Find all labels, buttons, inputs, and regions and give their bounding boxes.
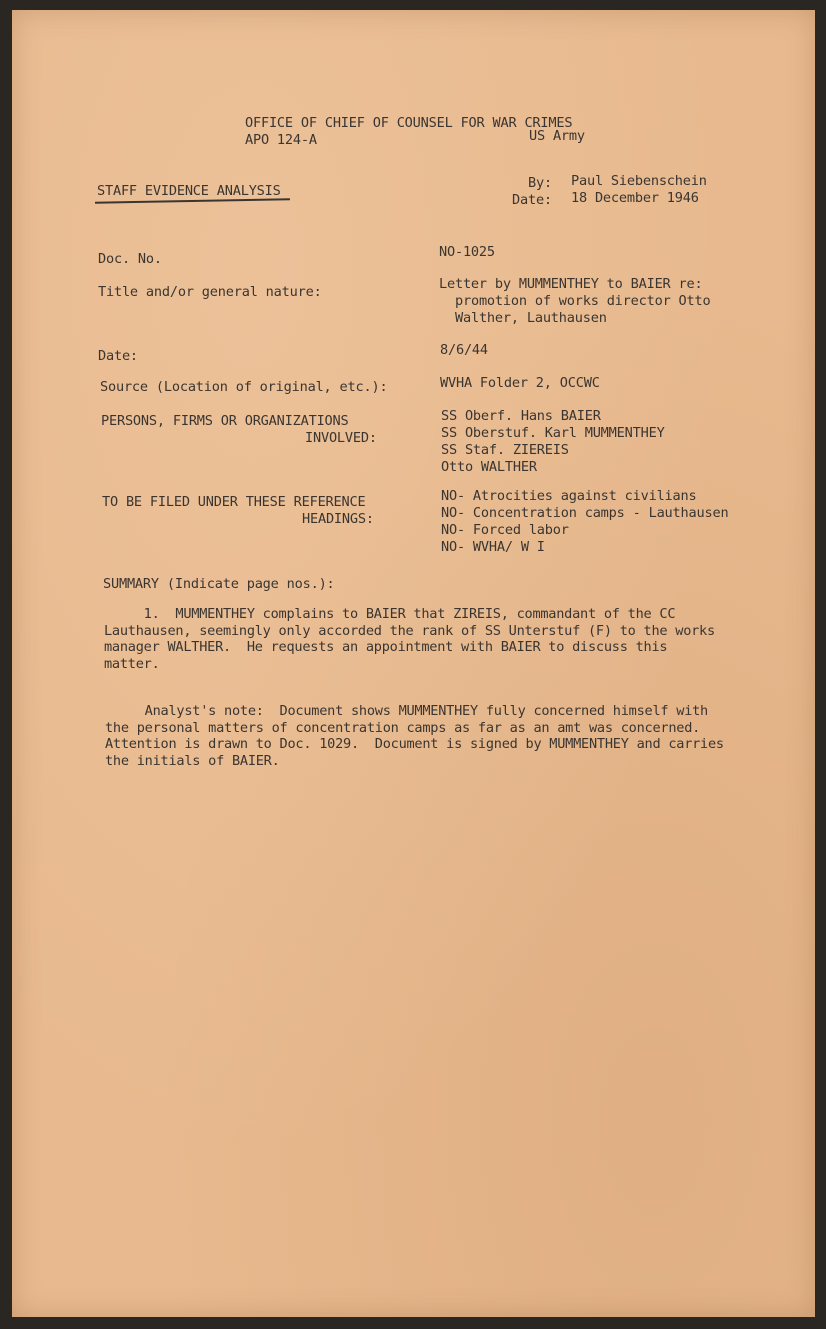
- doc-no-label: Doc. No.: [98, 251, 162, 267]
- summary-line-2: Lauthausen, seemingly only accorded the rank of SS Unterstuf (F) to the works: [104, 622, 715, 639]
- reference-2: NO- Concentration camps - Lauthausen: [441, 505, 729, 521]
- doc-date-label: Date:: [98, 348, 138, 364]
- document-page: [12, 10, 815, 1317]
- person-2: SS Oberstuf. Karl MUMMENTHEY: [441, 425, 665, 441]
- reference-label-2: HEADINGS:: [302, 511, 374, 527]
- note-line-1: Analyst's note: Document shows MUMMENTHEY fully concerned himself with: [105, 703, 708, 719]
- date-value: 18 December 1946: [571, 190, 699, 206]
- persons-label-1: PERSONS, FIRMS OR ORGANIZATIONS: [101, 413, 349, 429]
- title-label: Title and/or general nature:: [98, 284, 322, 300]
- by-value: Paul Siebenschein: [571, 173, 707, 189]
- reference-list: [441, 488, 728, 556]
- persons-list: [441, 408, 665, 476]
- persons-label-2: INVOLVED:: [305, 430, 377, 446]
- doc-no-value: NO-1025: [439, 244, 495, 260]
- office-heading: OFFICE OF CHIEF OF COUNSEL FOR WAR CRIMES: [245, 115, 573, 131]
- doc-date-value: 8/6/44: [440, 342, 488, 358]
- reference-4: NO- WVHA/ W I: [441, 539, 545, 555]
- source-label: Source (Location of original, etc.):: [100, 379, 388, 395]
- summary-line-3: manager WALTHER. He requests an appointment with BAIER to discuss this: [104, 639, 668, 655]
- army-label: US Army: [529, 128, 585, 144]
- analyst-note: [105, 703, 724, 769]
- title-line-2: promotion of works director Otto: [455, 293, 711, 309]
- apo-number: APO 124-A: [245, 132, 317, 148]
- title-line-1: Letter by MUMMENTHEY to BAIER re:: [439, 276, 703, 292]
- reference-label-1: TO BE FILED UNDER THESE REFERENCE: [102, 494, 366, 510]
- summary-paragraph: [104, 606, 715, 672]
- title-line-3: Walther, Lauthausen: [455, 310, 607, 326]
- person-3: SS Staf. ZIEREIS: [441, 442, 569, 458]
- person-1: SS Oberf. Hans BAIER: [441, 408, 601, 424]
- summary-heading: SUMMARY (Indicate page nos.):: [103, 576, 335, 592]
- note-line-4: the initials of BAIER.: [105, 752, 280, 769]
- by-label: By:: [528, 175, 552, 191]
- reference-1: NO- Atrocities against civilians: [441, 488, 697, 504]
- person-4: Otto WALTHER: [441, 459, 537, 475]
- analysis-title: STAFF EVIDENCE ANALYSIS: [97, 183, 281, 199]
- date-label: Date:: [512, 192, 552, 208]
- summary-line-1: 1. MUMMENTHEY complains to BAIER that ZIREIS, commandant of the CC: [104, 606, 676, 622]
- note-line-3: Attention is drawn to Doc. 1029. Document is signed by MUMMENTHEY and carries: [105, 736, 724, 752]
- title-value: [439, 276, 711, 327]
- source-value: WVHA Folder 2, OCCWC: [440, 375, 600, 391]
- summary-line-4: matter.: [104, 655, 160, 672]
- reference-3: NO- Forced labor: [441, 522, 569, 538]
- note-line-2: the personal matters of concentration camps as far as an amt was concerned.: [105, 719, 701, 736]
